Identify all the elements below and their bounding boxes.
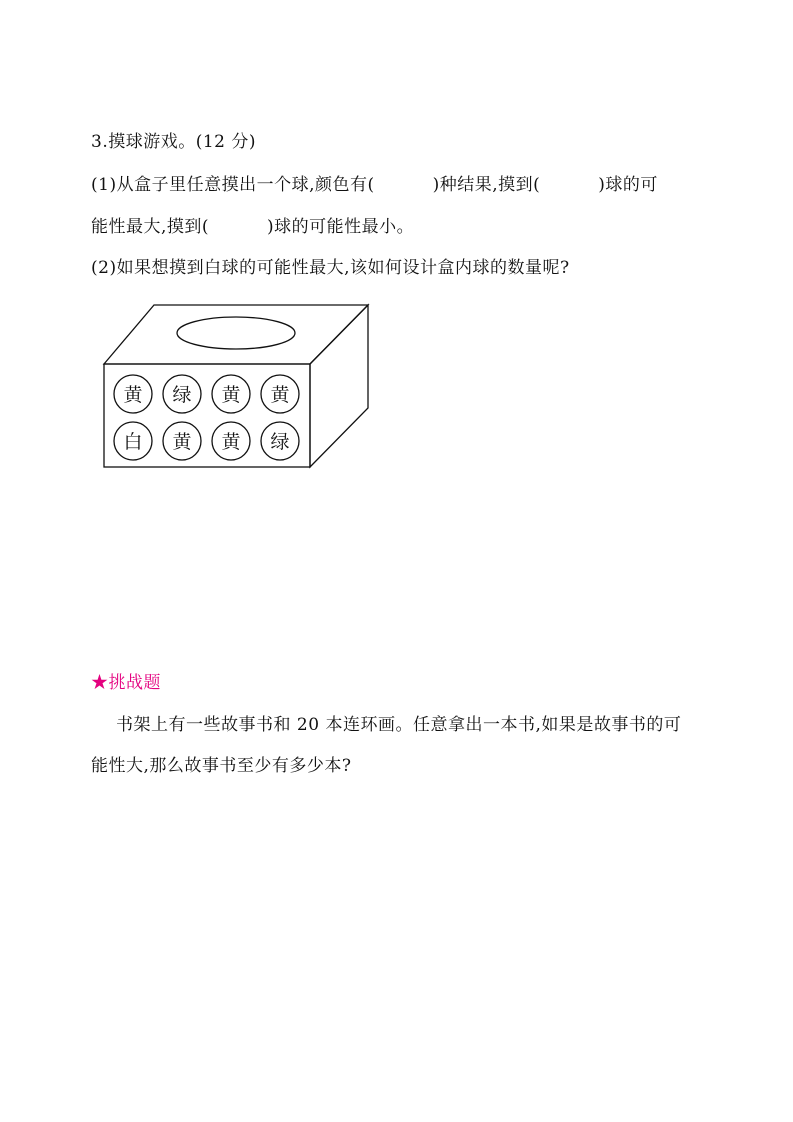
ball (114, 375, 152, 413)
part-1-suffix: )球的可 (598, 175, 658, 195)
ball-label: 黄 (123, 384, 143, 406)
ball (114, 422, 152, 460)
challenge-text-line-2: 能性大,那么故事书至少有多少本? (91, 756, 352, 776)
ball-label: 绿 (270, 431, 290, 453)
ball-label: 黄 (270, 384, 290, 406)
box-opening (177, 317, 295, 349)
question-3-part-1-line-2 (91, 212, 414, 237)
box-top-face (104, 305, 368, 364)
ball-label: 黄 (221, 431, 241, 453)
box-side-face (310, 305, 368, 467)
challenge-heading: ★挑战题 (91, 673, 161, 693)
ball-label: 黄 (221, 384, 241, 406)
part-1-prefix: (1)从盒子里任意摸出一个球,颜色有( (91, 175, 375, 195)
part-1-mid: )种结果,摸到( (432, 175, 541, 195)
ball (212, 375, 250, 413)
ball-label: 黄 (172, 431, 192, 453)
question-3-title: 3.摸球游戏。(12 分) (91, 132, 257, 152)
ball-box-figure (95, 297, 380, 472)
ball (163, 422, 201, 460)
ball (163, 375, 201, 413)
part-1-line-2-suffix: )球的可能性最小。 (267, 217, 415, 237)
ball (261, 375, 299, 413)
ball-label: 白 (123, 431, 143, 453)
part-1-line-2-prefix: 能性最大,摸到( (91, 217, 210, 237)
question-3-part-1-line-1 (91, 170, 658, 195)
ball-label: 绿 (172, 384, 192, 406)
ball (261, 422, 299, 460)
question-3-part-2: (2)如果想摸到白球的可能性最大,该如何设计盒内球的数量呢? (91, 258, 570, 278)
ball (212, 422, 250, 460)
challenge-text-line-1: 书架上有一些故事书和 20 本连环画。任意拿出一本书,如果是故事书的可 (116, 715, 682, 735)
